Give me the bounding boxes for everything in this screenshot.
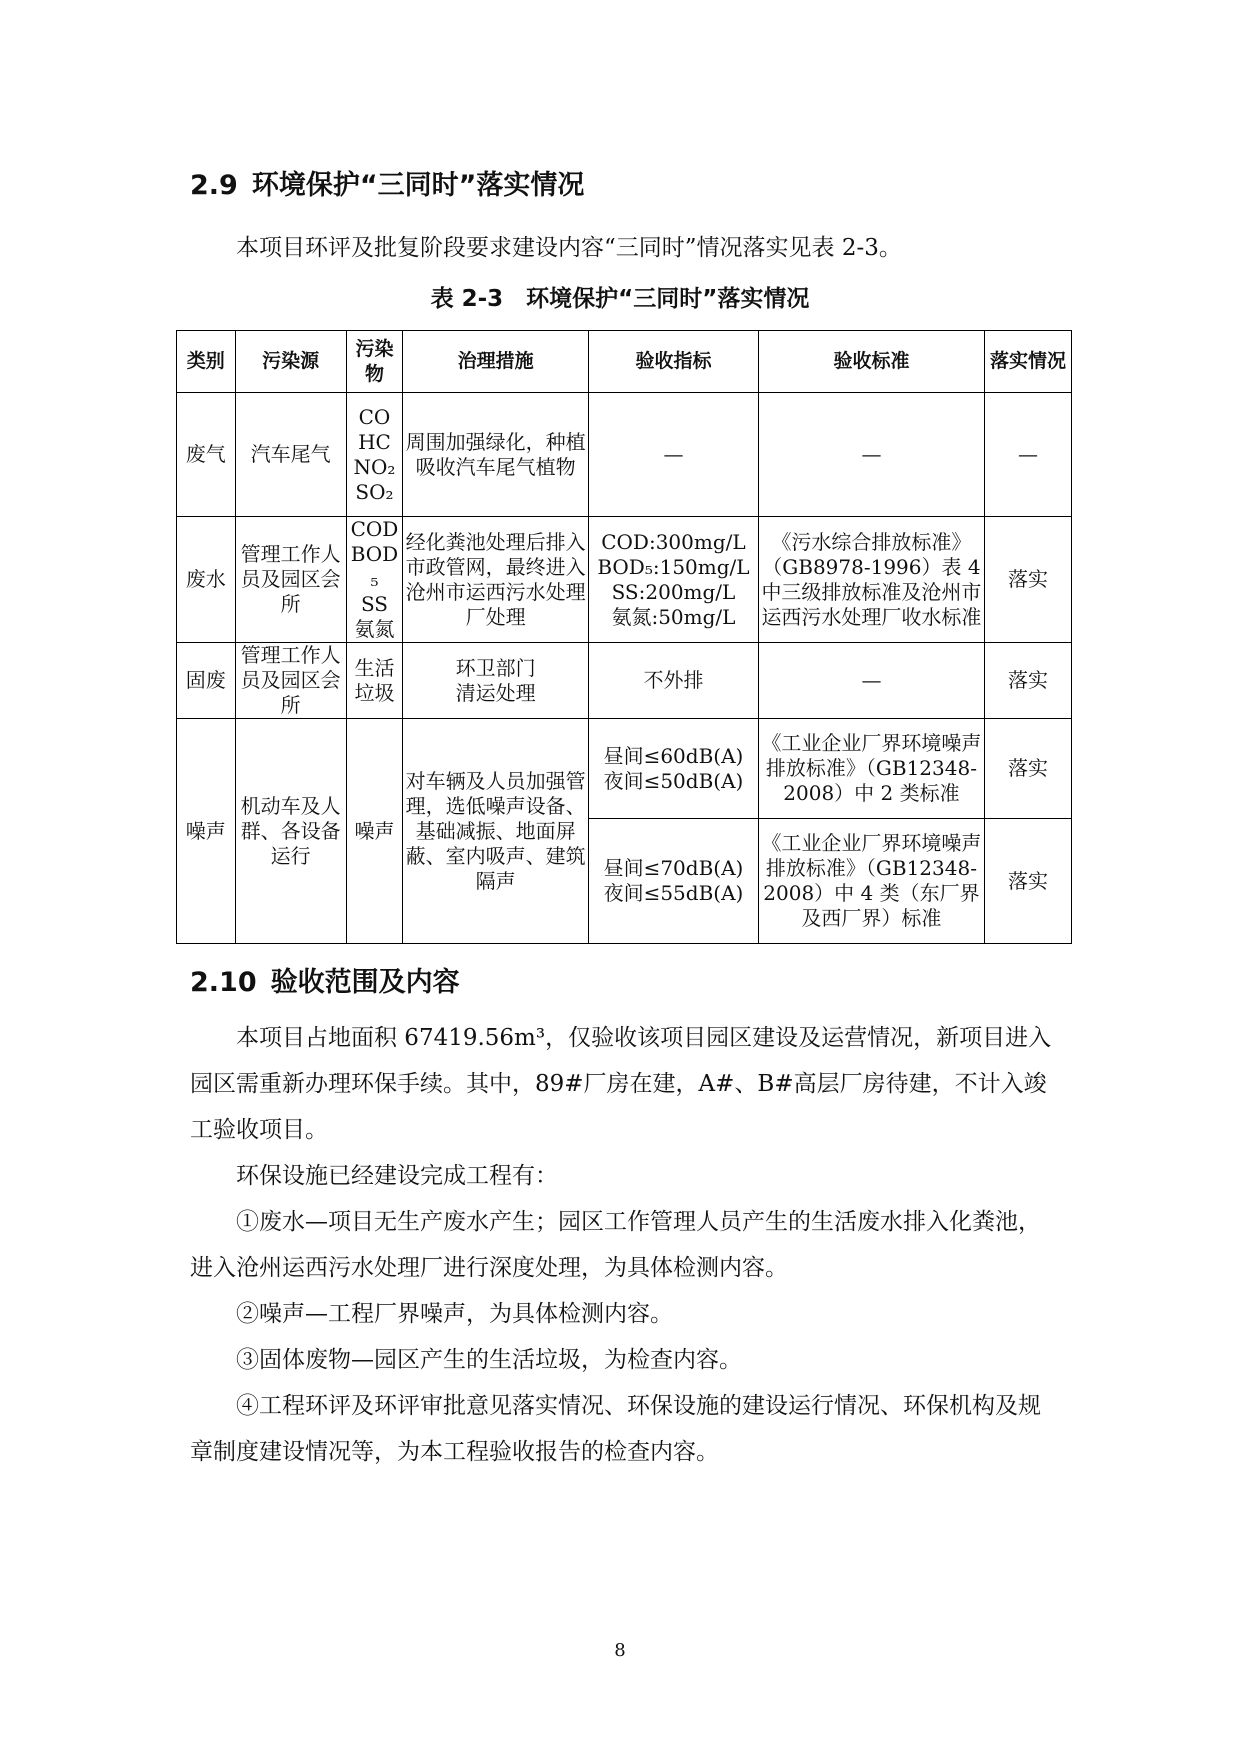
header-measures: 治理措施 <box>403 331 589 393</box>
table-row <box>177 393 1072 517</box>
cell-category: 固废 <box>177 643 236 719</box>
table-row <box>177 517 1072 643</box>
cell-status: 落实 <box>985 517 1072 643</box>
section-heading-2-10 <box>190 960 460 999</box>
paragraph-solid-waste: ③固体废物—园区产生的生活垃圾，为检查内容。 <box>236 1347 742 1373</box>
intro-paragraph: 本项目环评及批复阶段要求建设内容“三同时”情况落实见表 2-3。 <box>236 235 902 261</box>
cell-status: 落实 <box>985 819 1072 944</box>
cell-pollutants: COD BOD₅ SS 氨氮 <box>346 517 403 643</box>
header-indicators: 验收指标 <box>589 331 759 393</box>
cell-source: 管理工作人员及园区会所 <box>235 517 346 643</box>
section-heading-2-9 <box>190 163 584 202</box>
header-standard: 验收标准 <box>758 331 984 393</box>
three-simultaneous-table <box>176 330 1072 944</box>
header-pollutant: 污染物 <box>346 331 403 393</box>
table-row <box>177 643 1072 719</box>
cell-status: 落实 <box>985 643 1072 719</box>
cell-status: — <box>985 393 1072 517</box>
cell-measures: 经化粪池处理后排入市政管网，最终进入沧州市运西污水处理厂处理 <box>403 517 589 643</box>
section-number: 2.9 <box>190 170 238 201</box>
cell-indicators: 昼间≤60dB(A) 夜间≤50dB(A) <box>589 719 759 819</box>
section-title: 验收范围及内容 <box>270 967 460 998</box>
cell-category: 废水 <box>177 517 236 643</box>
table-header-row <box>177 331 1072 393</box>
cell-pollutants: 生活 垃圾 <box>346 643 403 719</box>
cell-pollutants: CO HC NO₂ SO₂ <box>346 393 403 517</box>
cell-standard: — <box>758 643 984 719</box>
section-number: 2.10 <box>190 967 257 998</box>
cell-pollutants: 噪声 <box>346 719 403 944</box>
header-source: 污染源 <box>235 331 346 393</box>
table-row <box>177 719 1072 819</box>
cell-category: 废气 <box>177 393 236 517</box>
cell-source: 汽车尾气 <box>235 393 346 517</box>
cell-standard: 《工业企业厂界环境噪声排放标准》（GB12348-2008）中 4 类（东厂界及西厂界）标准 <box>758 819 984 944</box>
cell-status: 落实 <box>985 719 1072 819</box>
cell-indicators: 不外排 <box>589 643 759 719</box>
paragraph-inspection: ④工程环评及环评审批意见落实情况、环保设施的建设运行情况、环保机构及规章制度建设情况等，为本工程验收报告的检查内容。 <box>190 1393 1041 1465</box>
section-title: 环境保护“三同时”落实情况 <box>251 170 585 201</box>
cell-standard: 《工业企业厂界环境噪声排放标准》（GB12348-2008）中 2 类标准 <box>758 719 984 819</box>
cell-measures: 对车辆及人员加强管理，选低噪声设备、基础减振、地面屏蔽、室内吸声、建筑隔声 <box>403 719 589 944</box>
cell-indicators: — <box>589 393 759 517</box>
cell-standard: 《污水综合排放标准》（GB8978-1996）表 4 中三级排放标准及沧州市运西污水处理厂收水标准 <box>758 517 984 643</box>
cell-indicators: COD:300mg/L BOD₅:150mg/L SS:200mg/L 氨氮:50mg/L <box>589 517 759 643</box>
paragraph-facilities: 环保设施已经建设完成工程有： <box>236 1163 558 1189</box>
cell-source: 管理工作人员及园区会所 <box>235 643 346 719</box>
cell-source: 机动车及人群、各设备运行 <box>235 719 346 944</box>
header-category: 类别 <box>177 331 236 393</box>
cell-category: 噪声 <box>177 719 236 944</box>
paragraph-wastewater: ①废水—项目无生产废水产生；园区工作管理人员产生的生活废水排入化粪池，进入沧州运西污水处理厂进行深度处理，为具体检测内容。 <box>190 1209 1041 1281</box>
header-status: 落实情况 <box>985 331 1072 393</box>
table-caption: 表 2-3 环境保护“三同时”落实情况 <box>430 286 810 312</box>
cell-measures: 周围加强绿化，种植吸收汽车尾气植物 <box>403 393 589 517</box>
cell-indicators: 昼间≤70dB(A) 夜间≤55dB(A) <box>589 819 759 944</box>
page-number: 8 <box>614 1640 626 1661</box>
paragraph-scope: 本项目占地面积 67419.56m³，仅验收该项目园区建设及运营情况，新项目进入园区需重新办理环保手续。其中，89#厂房在建，A#、B#高层厂房待建，不计入竣工验收项目。 <box>190 1025 1052 1143</box>
cell-measures: 环卫部门 清运处理 <box>403 643 589 719</box>
paragraph-noise: ②噪声—工程厂界噪声，为具体检测内容。 <box>236 1301 673 1327</box>
cell-standard: — <box>758 393 984 517</box>
